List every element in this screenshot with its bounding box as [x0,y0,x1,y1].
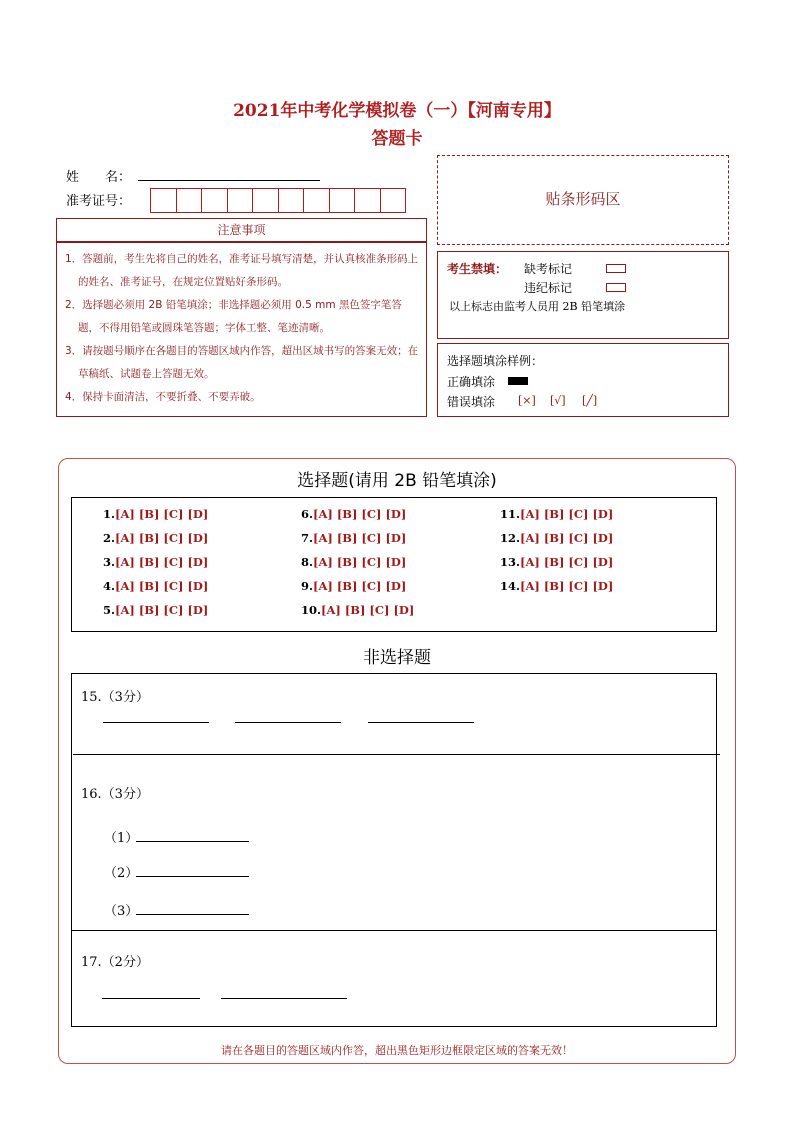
q16-part-3: （3） [104,904,139,919]
q-options[interactable]: [A] [B] [C] [D] [115,507,209,521]
violation-label: 违纪标记 [524,281,573,295]
q16-part-2: （2） [104,866,139,881]
q-number: 4. [103,579,116,593]
mcq-row-12[interactable] [500,531,613,545]
q15-label: 15.（3分） [81,690,149,705]
id-cell[interactable] [380,188,407,213]
q-options[interactable]: [A] [B] [C] [D] [321,603,415,617]
mcq-title: 选择题(请用 2B 铅笔填涂) [297,471,497,491]
q-options[interactable]: [A] [B] [C] [D] [520,507,614,521]
q16-blank-1[interactable] [136,841,249,842]
missing-mark-box[interactable] [606,264,626,273]
mcq-row-10[interactable] [301,603,414,617]
q-options[interactable]: [A] [B] [C] [D] [313,531,407,545]
examiner-only-box [437,251,729,339]
q-options[interactable]: [A] [B] [C] [D] [520,531,614,545]
id-cell[interactable] [176,188,203,213]
forbid-label: 考生禁填： [447,262,508,276]
q-number: 5. [103,603,116,617]
page-subtitle: 答题卡 [371,129,423,149]
nonmcq-title: 非选择题 [363,648,431,668]
q15-blank-2[interactable] [235,722,341,723]
violation-mark-box[interactable] [606,283,626,292]
q17-blank-2[interactable] [221,998,347,999]
wrong-mark-slash: [╱] [582,394,598,407]
footer-note: 请在各题目的答题区域内作答，超出黑色矩形边框限定区域的答案无效！ [221,1044,573,1057]
q15-blank-3[interactable] [368,722,474,723]
notice-item: 2．选择题必须用 2B 铅笔填涂；非选择题必须用 0.5 mm 黑色签字笔答题，不得用铅笔或圆珠笔答题；字体工整、笔迹清晰。 [65,299,402,334]
q15-blank-1[interactable] [103,722,209,723]
notice-item: 4．保持卡面清洁，不要折叠、不要弄破。 [65,391,261,403]
q-number: 10. [301,603,322,617]
mcq-row-3[interactable] [103,555,208,569]
q16-box [71,754,717,931]
notice-item: 3．请按题号顺序在各题目的答题区域内作答，超出区域书写的答案无效；在草稿纸、试题卷上答题无效。 [65,345,419,380]
mcq-row-7[interactable] [301,531,406,545]
mcq-row-1[interactable] [103,507,208,521]
q-number: 11. [500,507,521,521]
forbid-note: 以上标志由监考人员用 2B 铅笔填涂 [449,300,626,313]
mcq-row-9[interactable] [301,579,406,593]
q-options[interactable]: [A] [B] [C] [D] [313,579,407,593]
correct-fill-mark [508,377,528,385]
q-number: 1. [103,507,116,521]
q-options[interactable]: [A] [B] [C] [D] [520,555,614,569]
id-cell[interactable] [252,188,279,213]
notice-item: 1．答题前，考生先将自己的姓名，准考证号填写清楚，并认真核准条形码上的姓名、准考证号，在规定位置贴好条形码。 [65,253,419,288]
q16-blank-2[interactable] [136,876,249,877]
correct-label: 正确填涂 [447,375,496,389]
mcq-row-8[interactable] [301,555,406,569]
mcq-row-6[interactable] [301,507,406,521]
q-options[interactable]: [A] [B] [C] [D] [520,579,614,593]
wrong-mark-x: [×] [518,394,536,407]
q17-box [71,930,717,1027]
q-number: 13. [500,555,521,569]
id-cell[interactable] [201,188,228,213]
wrong-label: 错误填涂 [447,395,496,409]
q-number: 6. [301,507,314,521]
id-label: 准考证号： [66,194,132,209]
wrong-mark-check: [√] [550,394,566,407]
q16-label: 16.（3分） [81,787,149,802]
mcq-row-4[interactable] [103,579,208,593]
q-options[interactable]: [A] [B] [C] [D] [115,531,209,545]
q-number: 9. [301,579,314,593]
barcode-area: 贴条形码区 [437,155,729,245]
q-number: 8. [301,555,314,569]
id-cell[interactable] [329,188,356,213]
name-field[interactable] [138,180,320,181]
q17-blank-1[interactable] [102,998,200,999]
q16-blank-3[interactable] [136,914,249,915]
q-number: 12. [500,531,521,545]
id-cell[interactable] [227,188,254,213]
sample-label: 选择题填涂样例： [447,354,544,368]
q-options[interactable]: [A] [B] [C] [D] [313,555,407,569]
name-label: 姓 名： [66,170,132,185]
mcq-row-2[interactable] [103,531,208,545]
q-number: 7. [301,531,314,545]
notice-heading: 注意事项 [56,218,427,242]
mcq-row-14[interactable] [500,579,613,593]
fill-sample-box [437,343,729,417]
mcq-row-11[interactable] [500,507,613,521]
mcq-row-13[interactable] [500,555,613,569]
q-options[interactable]: [A] [B] [C] [D] [115,579,209,593]
id-number-boxes[interactable] [150,188,405,213]
q16-part-1: （1） [104,831,139,846]
id-cell[interactable] [354,188,381,213]
mcq-row-5[interactable] [103,603,208,617]
q-options[interactable]: [A] [B] [C] [D] [115,603,209,617]
q-number: 2. [103,531,116,545]
missing-label: 缺考标记 [524,262,573,276]
q17-label: 17.（2分） [81,955,149,970]
id-cell[interactable] [278,188,305,213]
q-number: 3. [103,555,116,569]
q-options[interactable]: [A] [B] [C] [D] [313,507,407,521]
q15-box [71,673,717,755]
q-options[interactable]: [A] [B] [C] [D] [115,555,209,569]
id-cell[interactable] [150,188,177,213]
notice-body [56,242,427,417]
page-title: 2021年中考化学模拟卷（一）【河南专用】 [233,101,561,121]
id-cell[interactable] [303,188,330,213]
q-number: 14. [500,579,521,593]
